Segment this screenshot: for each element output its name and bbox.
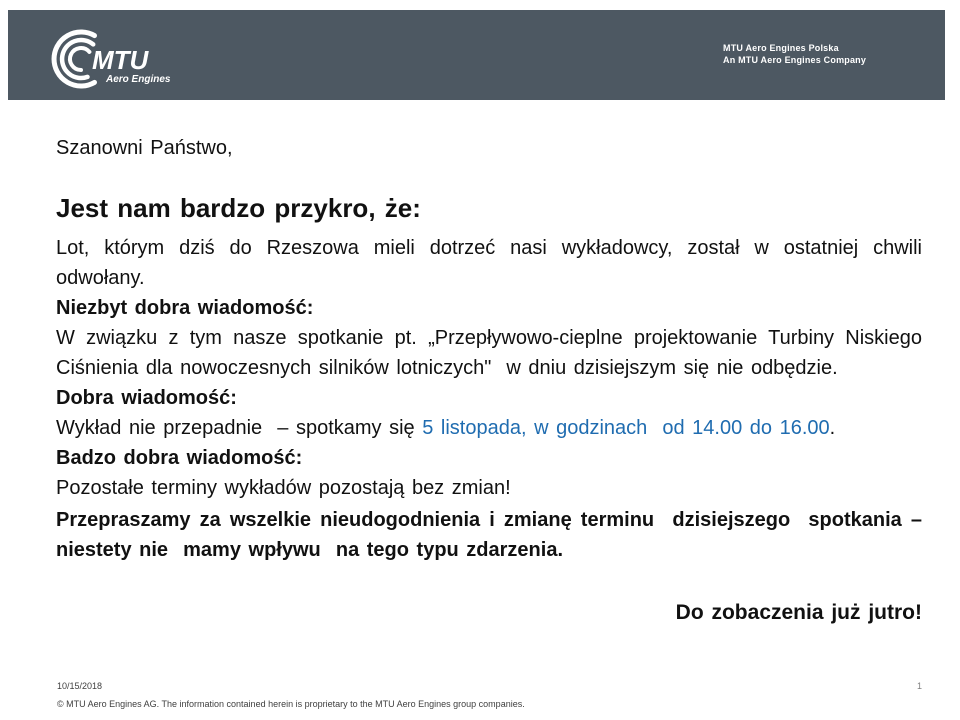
logo-sub-text: Aero Engines	[106, 74, 171, 85]
good-news-date-highlight: 5 listopada, w godzinach od 14.00 do 16.00	[422, 417, 830, 439]
footer-date: 10/15/2018	[57, 681, 103, 691]
greeting-text: Szanowni Państwo,	[56, 137, 233, 159]
great-news-paragraph: Pozostałe terminy wykładów pozostają bez zmian!	[56, 477, 511, 499]
logo-brand-text: MTU	[92, 45, 149, 75]
good-news-heading: Dobra wiadomość:	[56, 387, 237, 409]
great-news-heading: Badzo dobra wiadomość:	[56, 447, 303, 469]
good-news-paragraph	[56, 413, 922, 443]
company-line2: An MTU Aero Engines Company	[723, 55, 867, 65]
good-news-suffix: .	[829, 417, 836, 439]
closing-text: Do zobaczenia już jutro!	[675, 601, 922, 624]
copyright-text: © MTU Aero Engines AG. The information contained herein is proprietary to the MTU Aero Engines group companies.	[57, 699, 525, 709]
page-number: 1	[916, 681, 922, 691]
company-line1: MTU Aero Engines Polska	[723, 43, 839, 53]
intro-heading: Jest nam bardzo przykro, że:	[56, 193, 421, 223]
good-news-prefix: Wykład nie przepadnie – spotkamy się	[56, 417, 423, 439]
apology-paragraph: Przepraszamy za wszelkie nieudogodnienia i zmianę terminu dzisiejszego spotkania – niestety nie mamy wpływu na tego typu zdarzenia.	[56, 509, 930, 561]
bad-news-heading: Niezbyt dobra wiadomość:	[56, 297, 314, 319]
slide-body	[56, 0, 930, 628]
bad-news-paragraph: W związku z tym nasze spotkanie pt. „Przepływowo-cieplne projektowanie Turbiny Niskiego Ciśnienia dla nowoczesnych silników lotniczych" w dniu dzisiejszym się nie odbędzie.	[56, 327, 930, 379]
intro-paragraph: Lot, którym dziś do Rzeszowa mieli dotrzeć nasi wykładowcy, został w ostatniej chwili odwołany.	[56, 237, 930, 289]
